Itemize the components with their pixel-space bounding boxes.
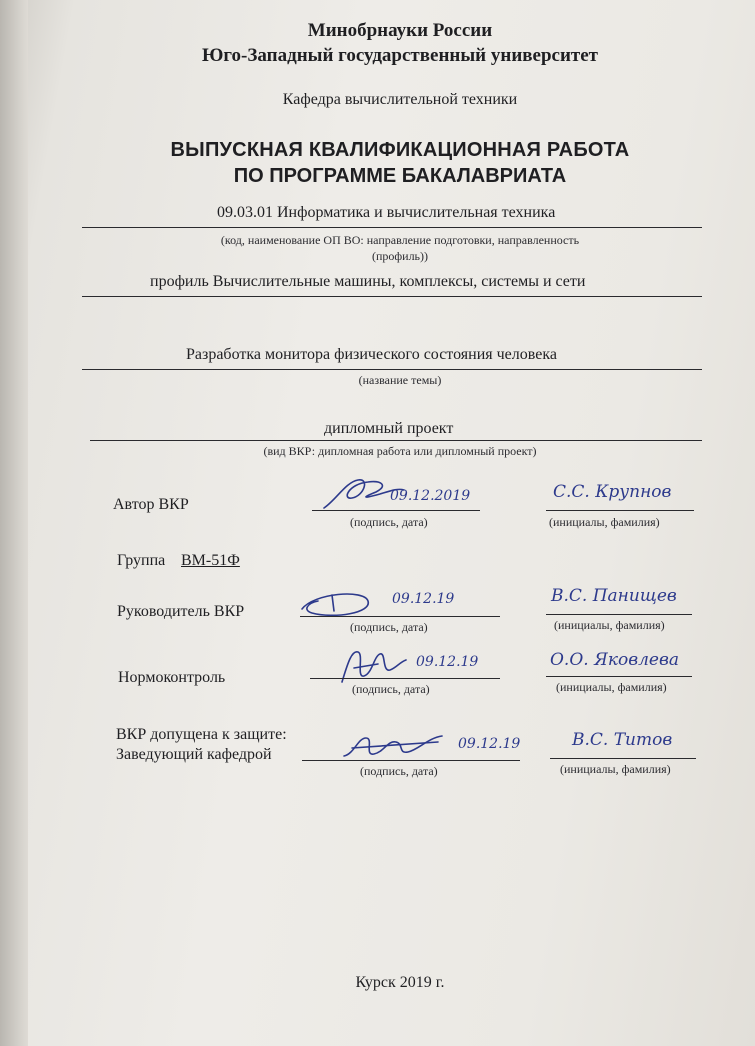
head-sign-line: [302, 760, 520, 761]
head-date: 09.12.19: [458, 736, 521, 752]
head-name-caption: (инициалы, фамилия): [560, 762, 671, 776]
normcontrol-name: О.О. Яковлева: [550, 650, 680, 670]
author-name-line: [546, 510, 694, 511]
supervisor-name: В.С. Панищев: [551, 586, 677, 606]
topic-caption: (название темы): [358, 373, 442, 387]
work-type-value: дипломный проект: [324, 420, 454, 437]
author-sign-caption: (подпись, дата): [350, 515, 428, 529]
normcontrol-sign-line: [310, 678, 500, 679]
document-title-line-2: ПО ПРОГРАММЕ БАКАЛАВРИАТА: [233, 165, 567, 187]
supervisor-date: 09.12.19: [392, 591, 455, 607]
author-name: С.С. Крупнов: [553, 482, 672, 502]
head-name-line: [550, 758, 696, 759]
topic-underline: [82, 369, 702, 370]
author-name-caption: (инициалы, фамилия): [549, 515, 660, 529]
direction-value: 09.03.01 Информатика и вычислительная техника: [217, 204, 556, 221]
normcontrol-sign-caption: (подпись, дата): [352, 682, 430, 696]
supervisor-sign-caption: (подпись, дата): [350, 620, 428, 634]
supervisor-name-caption: (инициалы, фамилия): [554, 618, 665, 632]
city-year: Курск 2019 г.: [355, 974, 445, 991]
group-value: ВМ-51Ф: [181, 552, 240, 569]
head-sign-caption: (подпись, дата): [360, 764, 438, 778]
profile-value: профиль Вычислительные машины, комплексы, системы и сети: [150, 273, 586, 290]
normcontrol-name-line: [546, 676, 692, 677]
university-name: Юго-Западный государственный университет: [201, 45, 599, 66]
normcontrol-label: Нормоконтроль: [118, 669, 226, 686]
topic-value: Разработка монитора физического состояния человека: [186, 346, 557, 363]
admission-label: ВКР допущена к защите:: [116, 726, 287, 743]
department-name: Кафедра вычислительной техники: [282, 91, 518, 108]
direction-caption-2: (профиль)): [371, 249, 429, 263]
direction-underline: [82, 227, 702, 228]
document-title-line-1: ВЫПУСКНАЯ КВАЛИФИКАЦИОННАЯ РАБОТА: [170, 139, 630, 161]
normcontrol-date: 09.12.19: [416, 654, 479, 670]
supervisor-signature: [294, 585, 384, 625]
profile-underline: [82, 296, 702, 297]
binder-edge: [0, 0, 28, 1046]
work-type-caption: (вид ВКР: дипломная работа или дипломный проект): [263, 444, 537, 458]
author-sign-line: [312, 510, 480, 511]
supervisor-sign-line: [300, 616, 500, 617]
head-name: В.С. Титов: [572, 730, 673, 750]
supervisor-name-line: [546, 614, 692, 615]
supervisor-label: Руководитель ВКР: [117, 603, 245, 620]
group-label: Группа: [117, 552, 166, 569]
author-date: 09.12.2019: [390, 488, 471, 504]
head-label: Заведующий кафедрой: [116, 746, 272, 763]
normcontrol-name-caption: (инициалы, фамилия): [556, 680, 667, 694]
direction-caption-1: (код, наименование ОП ВО: направление подготовки, направленность: [220, 233, 580, 247]
author-label: Автор ВКР: [113, 496, 189, 513]
ministry-name: Минобрнауки России: [307, 20, 493, 41]
work-type-underline: [90, 440, 702, 441]
